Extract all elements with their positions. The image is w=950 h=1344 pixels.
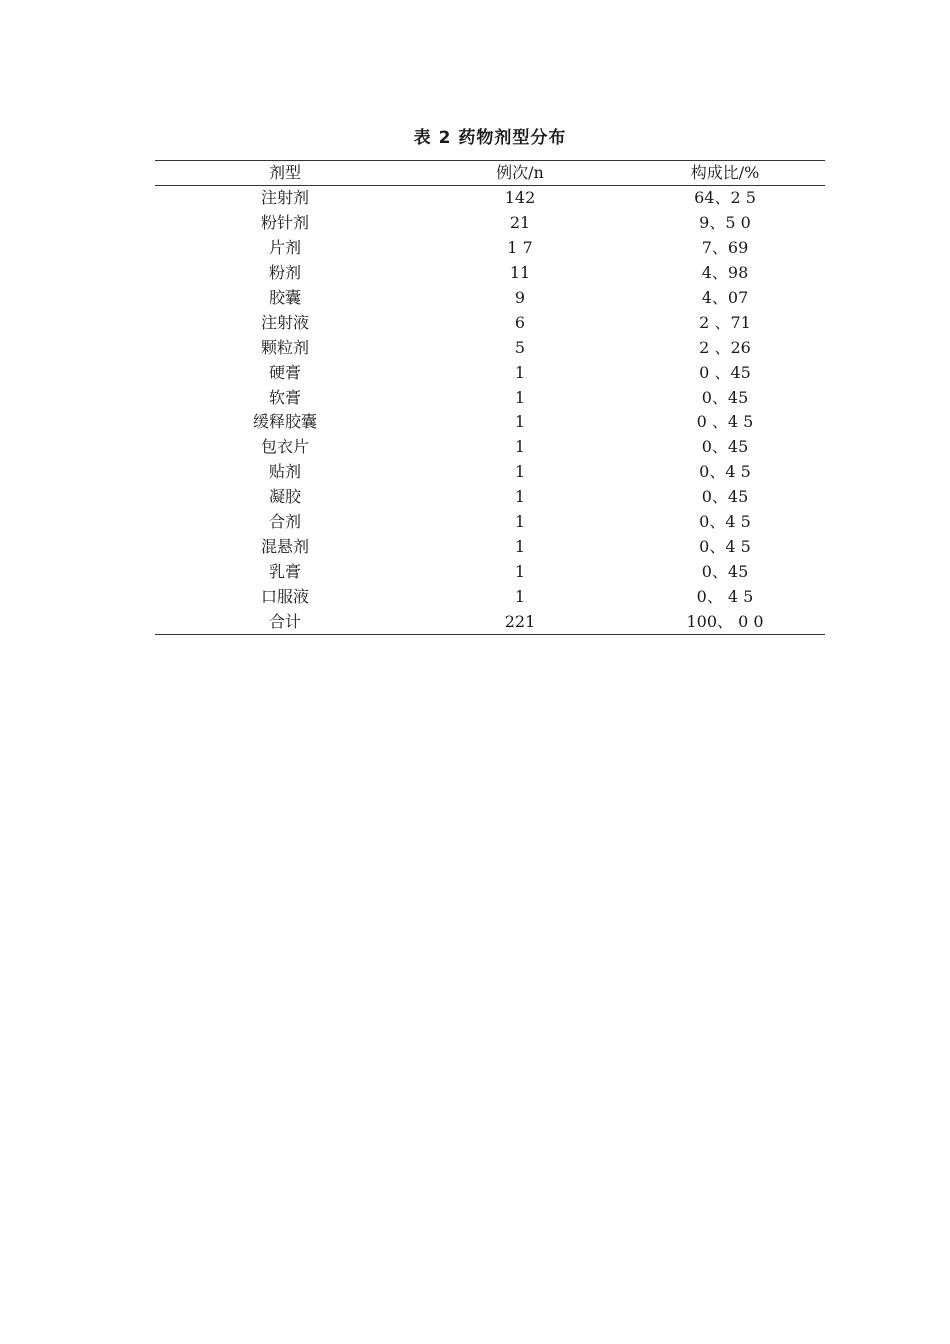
cell-dosage-form: 混悬剂: [260, 536, 309, 556]
dosage-form-table: [155, 160, 825, 635]
table-caption: 表 2 药物剂型分布: [413, 128, 567, 148]
cell-case-count: 5: [514, 337, 526, 357]
table-row: [155, 559, 825, 584]
cell-dosage-form: 注射液: [260, 312, 309, 332]
cell-ratio: 4、07: [701, 288, 749, 307]
table-row: [155, 360, 825, 385]
cell-case-count: 1: [514, 512, 526, 532]
cell-ratio: 0、45: [701, 487, 749, 507]
cell-case-count: 1: [514, 387, 526, 407]
cell-case-count: 6: [514, 312, 526, 332]
header-case-count: 例次/n: [415, 161, 625, 186]
cell-ratio: 0、45: [701, 387, 749, 407]
cell-dosage-form: 注射剂: [260, 188, 309, 208]
table-row: [155, 410, 825, 435]
table-body: [155, 186, 825, 635]
cell-dosage-form: 合计: [268, 611, 301, 631]
cell-case-count: 9: [514, 288, 526, 307]
cell-case-count: 142: [504, 188, 536, 208]
cell-ratio: 0、4 5: [699, 536, 751, 556]
cell-dosage-form: 包衣片: [260, 437, 309, 457]
cell-case-count: 1 7: [507, 238, 533, 258]
cell-case-count: 1: [514, 437, 526, 457]
cell-dosage-form: 软膏: [268, 387, 301, 407]
cell-ratio: 0、 4 5: [696, 586, 754, 606]
table-row: [155, 186, 825, 211]
table-row: [155, 485, 825, 510]
cell-ratio: 2 、26: [699, 337, 751, 357]
table-row: [155, 310, 825, 335]
table-header-row: [155, 161, 825, 186]
cell-ratio: 7、69: [701, 238, 749, 258]
table-row: [155, 460, 825, 485]
cell-dosage-form: 乳膏: [268, 561, 301, 581]
cell-dosage-form: 合剂: [268, 512, 301, 532]
cell-dosage-form: 凝胶: [268, 487, 301, 507]
table-row: [155, 286, 825, 311]
cell-case-count: 1: [514, 487, 526, 507]
cell-ratio: 4、98: [701, 263, 749, 283]
header-ratio: 构成比/%: [625, 161, 825, 186]
cell-ratio: 0、45: [701, 437, 749, 457]
cell-case-count: 1: [514, 362, 526, 382]
cell-dosage-form: 粉针剂: [260, 213, 309, 233]
cell-ratio: 9、5 0: [699, 213, 751, 233]
table-row: [155, 211, 825, 236]
cell-ratio: 64、2 5: [694, 188, 756, 208]
cell-ratio: 0、4 5: [699, 512, 751, 532]
header-dosage-form: 剂型: [155, 161, 415, 186]
cell-dosage-form: 片剂: [268, 238, 301, 258]
table-row: [155, 261, 825, 286]
table-row: [155, 385, 825, 410]
cell-case-count: 1: [514, 536, 526, 556]
cell-ratio: 0、4 5: [699, 462, 751, 482]
table-row: [155, 236, 825, 261]
cell-dosage-form: 胶囊: [268, 288, 301, 307]
cell-dosage-form: 硬膏: [268, 362, 301, 382]
cell-ratio: 2 、71: [699, 312, 751, 332]
cell-case-count: 11: [509, 263, 531, 283]
table-total-row: [155, 609, 825, 634]
cell-case-count: 21: [509, 213, 531, 233]
cell-case-count: 221: [504, 611, 536, 631]
cell-ratio: 0 、45: [699, 362, 751, 382]
table-row: [155, 435, 825, 460]
table-row: [155, 584, 825, 609]
table-row: [155, 510, 825, 535]
cell-dosage-form: 口服液: [260, 586, 309, 606]
cell-case-count: 1: [514, 412, 526, 432]
cell-dosage-form: 粉剂: [268, 263, 301, 283]
cell-case-count: 1: [514, 462, 526, 482]
cell-case-count: 1: [514, 561, 526, 581]
cell-dosage-form: 贴剂: [268, 462, 301, 482]
cell-dosage-form: 缓释胶囊: [252, 412, 317, 432]
table-row: [155, 534, 825, 559]
table-row: [155, 335, 825, 360]
cell-ratio: 0、45: [701, 561, 749, 581]
cell-dosage-form: 颗粒剂: [260, 337, 309, 357]
cell-case-count: 1: [514, 586, 526, 606]
cell-ratio: 0 、4 5: [696, 412, 754, 432]
cell-ratio: 100、 0 0: [686, 611, 764, 631]
